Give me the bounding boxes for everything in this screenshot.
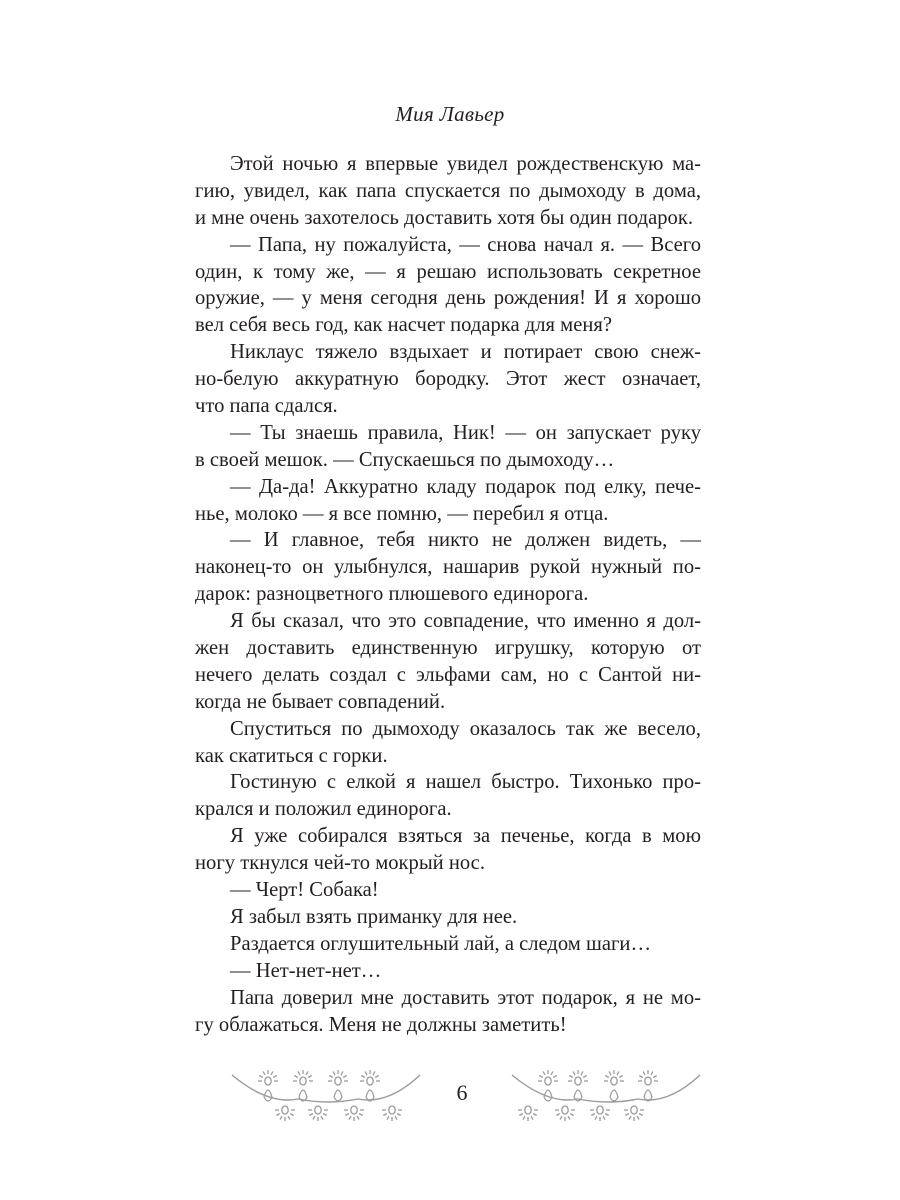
paragraph-line: оружие, — у меня сегодня день рождения! И я хорошо bbox=[195, 287, 701, 310]
paragraph-line: один, к тому же, — я решаю использовать секретное bbox=[195, 260, 701, 283]
paragraph-line: но-белую аккуратную бородку. Этот жест означает, bbox=[195, 368, 701, 391]
paragraph-line: наконец-то он улыбнулся, нашарив рукой нужный по- bbox=[195, 556, 701, 579]
body-text bbox=[195, 151, 701, 1038]
paragraph-line: гу облажаться. Меня не должны заметить! bbox=[195, 1013, 567, 1036]
light-bulb-icon bbox=[360, 1070, 380, 1085]
light-bulb-icon bbox=[604, 1070, 624, 1085]
paragraph-line: Я забыл взять приманку для нее. bbox=[230, 905, 518, 928]
paragraph-line: — Ты знаешь правила, Ник! — он запускает руку bbox=[230, 421, 701, 444]
paragraph-line: Я бы сказал, что это совпадение, что именно я дол- bbox=[230, 610, 701, 633]
paragraph-line: в своей мешок. — Спускаешься по дымоходу… bbox=[195, 448, 615, 471]
paragraph-line: — Нет-нет-нет… bbox=[230, 959, 382, 982]
paragraph-line: когда не бывает совпадений. bbox=[195, 690, 446, 713]
light-bulb-icon bbox=[590, 1106, 610, 1121]
light-bulb-icon bbox=[328, 1070, 348, 1085]
light-bulb-icon bbox=[344, 1106, 364, 1121]
light-bulb-icon bbox=[624, 1106, 644, 1121]
paragraph-line: Гостиную с елкой я нашел быстро. Тихонько про- bbox=[230, 771, 701, 794]
running-header-author: Мия Лавьер bbox=[395, 102, 505, 126]
light-bulb-icon bbox=[518, 1106, 538, 1121]
light-bulb-icon bbox=[538, 1070, 558, 1085]
light-bulb-icon bbox=[568, 1070, 588, 1085]
paragraph-line: — Да-да! Аккуратно кладу подарок под елку, пече- bbox=[230, 475, 701, 498]
light-bulb-icon bbox=[275, 1106, 295, 1121]
paragraph-line: гию, увидел, как папа спускается по дымоходу в дома, bbox=[195, 179, 701, 202]
paragraph-line: вел себя весь год, как насчет подарка для меня? bbox=[195, 314, 612, 337]
paragraph-line: и мне очень захотелось доставить хотя бы один подарок. bbox=[195, 206, 693, 229]
paragraph-line: Спуститься по дымоходу оказалось так же весело, bbox=[230, 717, 701, 740]
paragraph-line: ногу ткнулся чей-то мокрый нос. bbox=[195, 852, 485, 875]
paragraph-line: — Черт! Собака! bbox=[230, 879, 379, 902]
light-bulb-icon bbox=[382, 1106, 402, 1121]
paragraph-line: Папа доверил мне доставить этот подарок, я не мо- bbox=[230, 986, 701, 1009]
paragraph-line: — Папа, ну пожалуйста, — снова начал я. — Всего bbox=[230, 233, 701, 256]
paragraph-line: Я уже собирался взяться за печенье, когда в мою bbox=[230, 825, 701, 848]
light-bulb-icon bbox=[258, 1070, 278, 1085]
paragraph-line: — И главное, тебя никто не должен видеть, — bbox=[230, 529, 701, 552]
page-number: 6 bbox=[456, 1080, 468, 1105]
paragraph-line: Этой ночью я впервые увидел рождественскую ма- bbox=[230, 153, 701, 175]
light-bulb-icon bbox=[555, 1106, 575, 1121]
paragraph-line: Раздается оглушительный лай, а следом шаги… bbox=[230, 932, 652, 955]
paragraph-line: как скатиться с горки. bbox=[195, 744, 388, 767]
paragraph-line: жен доставить единственную игрушку, которую от bbox=[195, 637, 701, 660]
paragraph-line: крался и положил единорога. bbox=[195, 798, 452, 821]
paragraph-line: нье, молоко — я все помню, — перебил я отца. bbox=[195, 502, 609, 525]
garland-ornament-left bbox=[228, 1065, 424, 1125]
paragraph-line: что папа сдался. bbox=[195, 395, 338, 418]
paragraph-line: дарок: разноцветного плюшевого единорога. bbox=[195, 583, 589, 606]
light-bulb-icon bbox=[293, 1070, 313, 1085]
page-footer bbox=[0, 1065, 900, 1135]
light-bulb-icon bbox=[308, 1106, 328, 1121]
paragraph-line: нечего делать создал с эльфами сам, но с Сантой ни- bbox=[195, 663, 701, 686]
light-bulb-icon bbox=[638, 1070, 658, 1085]
paragraph-line: Никлаус тяжело вздыхает и потирает свою снеж- bbox=[230, 341, 701, 364]
garland-ornament-right bbox=[508, 1065, 704, 1125]
